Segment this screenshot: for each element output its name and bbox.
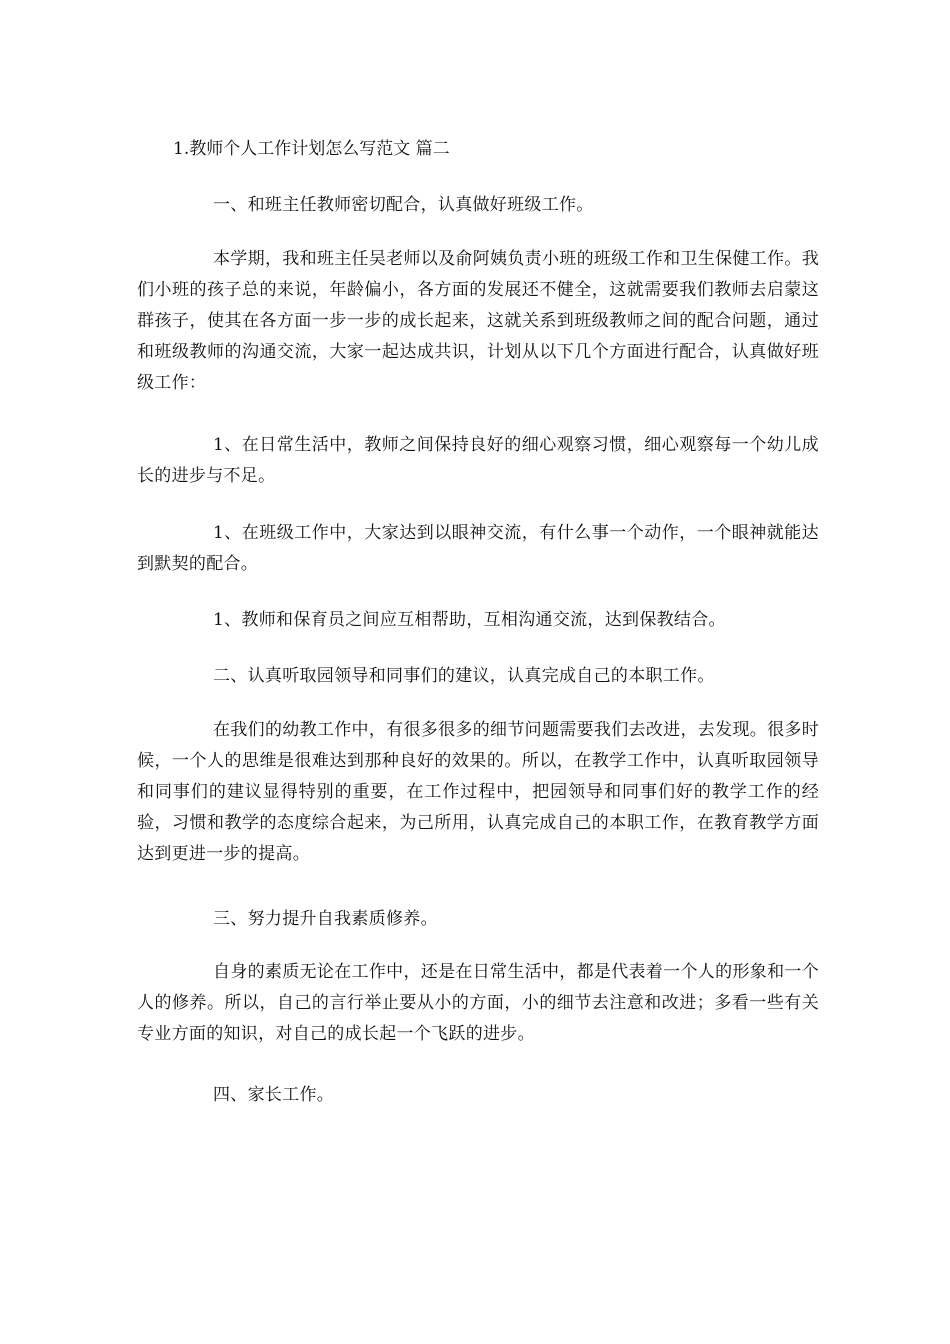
paragraph-3: 自身的素质无论在工作中，还是在日常生活中，都是代表着一个人的形象和一个人的修养。所以，自己的言行举止要从小的方面，小的细节去注意和改进；多看一些有关专业方面的知识，对自己的成长起一个飞跃的进步。 bbox=[137, 962, 819, 1044]
section-heading-3: 三、努力提升自我素质修养。 bbox=[213, 909, 438, 929]
paragraph-1: 本学期，我和班主任吴老师以及俞阿姨负责小班的班级工作和卫生保健工作。我们小班的孩子总的来说，年龄偏小，各方面的发展还不健全，这就需要我们教师去启蒙这群孩子，使其在各方面一步一步的成长起来，这就关系到班级教师之间的配合问题，通过和班级教师的沟通交流，大家一起达成共识，计划从以下几个方面进行配合，认真做好班级工作： bbox=[137, 249, 819, 393]
list-item-1: 1、在日常生活中，教师之间保持良好的细心观察习惯，细心观察每一个幼儿成长的进步与不足。 bbox=[137, 435, 819, 486]
list-item-2: 1、在班级工作中，大家达到以眼神交流，有什么事一个动作，一个眼神就能达到默契的配合。 bbox=[137, 523, 819, 574]
section-heading-2: 二、认真听取园领导和同事们的建议，认真完成自己的本职工作。 bbox=[213, 666, 715, 686]
section-heading-4: 四、家长工作。 bbox=[213, 1085, 335, 1105]
paragraph-2: 在我们的幼教工作中，有很多很多的细节问题需要我们去改进，去发现。很多时候，一个人的思维是很难达到那种良好的效果的。所以，在教学工作中，认真听取园领导和同事们的建议显得特别的重要，在工作过程中，把园领导和同事们好的教学工作的经验，习惯和教学的态度综合起来，为己所用，认真完成自己的本职工作，在教育教学方面达到更进一步的提高。 bbox=[137, 720, 819, 864]
list-item-3: 1、教师和保育员之间应互相帮助，互相沟通交流，达到保教结合。 bbox=[213, 610, 726, 630]
section-heading-1: 一、和班主任教师密切配合，认真做好班级工作。 bbox=[213, 195, 594, 215]
document-title: 1.教师个人工作计划怎么写范文 篇二 bbox=[173, 139, 450, 159]
